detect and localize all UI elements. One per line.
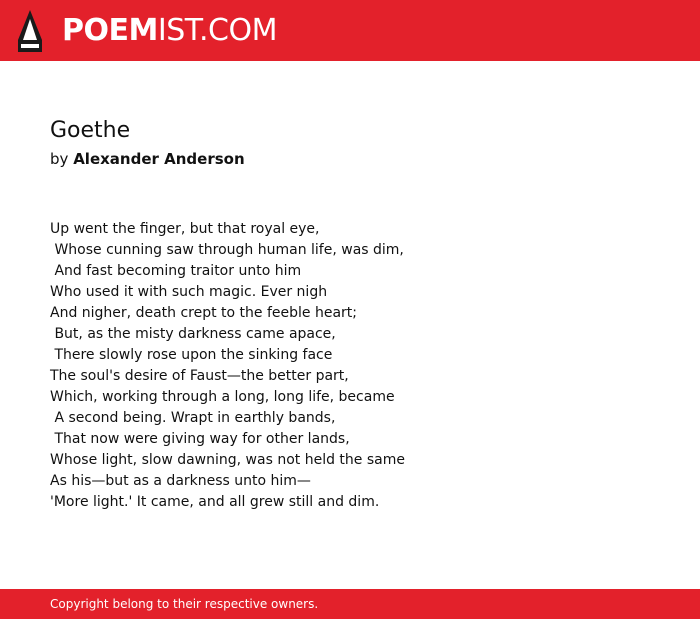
site-logo[interactable]	[62, 13, 277, 49]
poem-line: And nigher, death crept to the feeble heart;	[50, 305, 358, 321]
poem-line: But, as the misty darkness came apace,	[50, 326, 336, 342]
poem-line: Up went the finger, but that royal eye,	[50, 221, 320, 237]
poem-line: A second being. Wrapt in earthly bands,	[50, 410, 336, 426]
poem-line: Whose cunning saw through human life, was dim,	[50, 242, 404, 258]
site-footer	[0, 589, 700, 619]
logo-bold-text: POEM	[62, 13, 158, 48]
poem-line: And fast becoming traitor unto him	[50, 263, 302, 279]
poem-line: As his—but as a darkness unto him—	[50, 473, 311, 489]
poem-line: There slowly rose upon the sinking face	[50, 347, 333, 363]
by-label: by	[50, 150, 69, 168]
copyright-text: Copyright belong to their respective owners.	[50, 597, 319, 611]
poem-line: The soul's desire of Faust—the better part,	[50, 368, 349, 384]
poem-body	[50, 219, 670, 513]
poem-author: Alexander Anderson	[73, 150, 245, 168]
pencil-icon	[18, 10, 42, 52]
poem-line: 'More light.' It came, and all grew still and dim.	[50, 494, 380, 510]
poem-line: Who used it with such magic. Ever nigh	[50, 284, 328, 300]
poem-byline	[50, 149, 245, 169]
poem-title: Goethe	[50, 118, 131, 143]
logo-light-text: IST.COM	[157, 13, 277, 48]
site-header	[0, 0, 700, 61]
poem-line: Which, working through a long, long life, became	[50, 389, 395, 405]
poem-line: Whose light, slow dawning, was not held the same	[50, 452, 405, 468]
poem-line: That now were giving way for other lands,	[50, 431, 350, 447]
